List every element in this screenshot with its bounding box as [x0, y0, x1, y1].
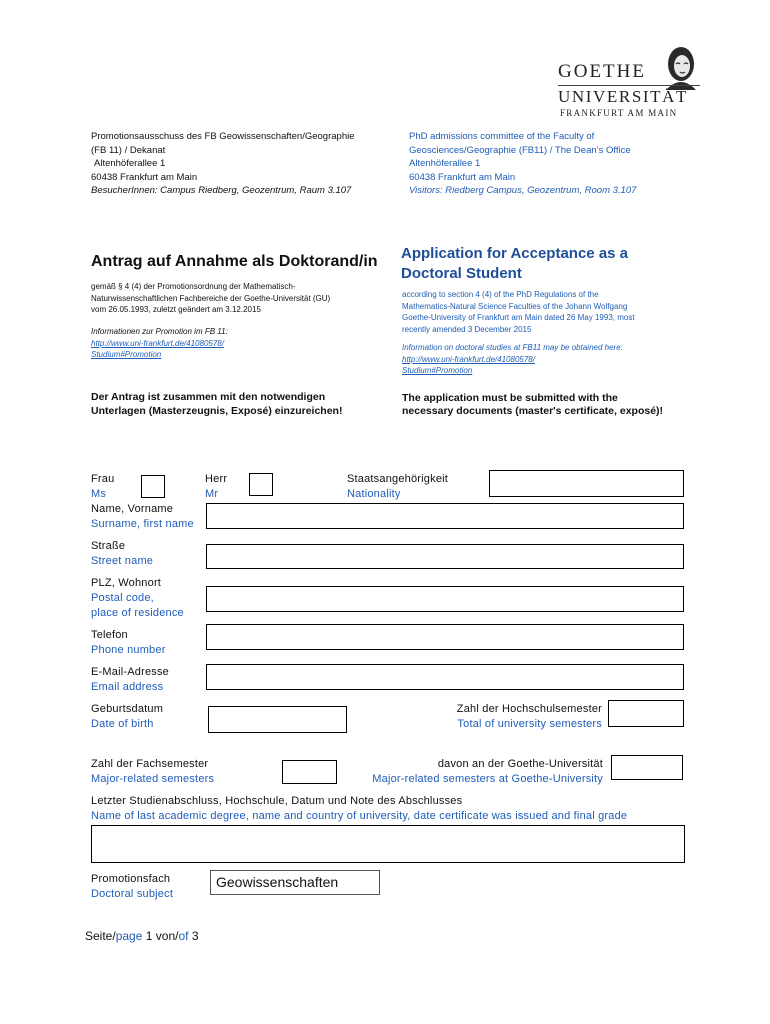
- phone-label-en: Phone number: [91, 644, 166, 656]
- name-label-en: Surname, first name: [91, 518, 194, 530]
- frau-label: [91, 472, 114, 502]
- footer-seite: Seite/: [85, 929, 116, 943]
- nationality-label-de: Staatsangehörigkeit: [347, 473, 449, 485]
- regulation-english: [402, 289, 702, 335]
- footer-von: von/: [155, 929, 179, 943]
- address-de-line: 60438 Frankfurt am Main: [91, 171, 198, 183]
- degree-label-en: Name of last academic degree, name and country of university, date certificate was issued and final grade: [91, 810, 628, 822]
- birth-label: [91, 702, 163, 732]
- degree-label-de: Letzter Studienabschluss, Hochschule, Datum und Note des Abschlusses: [91, 795, 463, 807]
- address-german: [91, 130, 391, 198]
- regulation-en-line: according to section 4 (4) of the PhD Regulations of the: [402, 290, 599, 299]
- subject-label-de: Promotionsfach: [91, 873, 171, 885]
- info-en-link-anchor[interactable]: Studium#Promotion: [402, 366, 473, 375]
- title-en-line: Doctoral Student: [401, 265, 522, 282]
- address-en-line: Altenhöferallee 1: [409, 158, 481, 169]
- info-german: [91, 326, 391, 361]
- email-label: [91, 665, 169, 695]
- address-en-line: Geosciences/Geographie (FB11) / The Dean’s Office: [409, 144, 631, 156]
- notice-de-line: Der Antrag ist zusammen mit den notwendigen: [91, 391, 326, 403]
- info-de-link-anchor[interactable]: Studium#Promotion: [91, 350, 162, 359]
- herr-label-de: Herr: [205, 473, 228, 485]
- info-en-text: Information on doctoral studies at FB11 may be obtained here:: [402, 343, 623, 352]
- street-label: [91, 539, 153, 569]
- goethe-semesters-label: [330, 757, 603, 787]
- page-footer: [85, 929, 199, 943]
- nationality-label-en: Nationality: [347, 488, 401, 500]
- subject-value: Geowissenschaften: [216, 874, 339, 890]
- title-english: [401, 244, 628, 284]
- email-input[interactable]: [206, 664, 684, 690]
- logo-frankfurt-text: FRANKFURT AM MAIN: [560, 108, 678, 118]
- major-semesters-label-de: Zahl der Fachsemester: [91, 758, 209, 770]
- birth-label-en: Date of birth: [91, 718, 154, 730]
- regulation-german: [91, 281, 391, 316]
- logo-divider: [558, 85, 700, 86]
- herr-label-en: Mr: [205, 488, 219, 500]
- birth-label-de: Geburtsdatum: [91, 703, 164, 715]
- name-label: [91, 502, 194, 532]
- address-en-line: PhD admissions committee of the Faculty of: [409, 131, 595, 142]
- plz-label-en: Postal code,: [91, 592, 154, 604]
- logo-universitaet-text: UNIVERSITÄT: [558, 87, 688, 106]
- footer-of: of: [178, 929, 189, 943]
- phone-input[interactable]: [206, 624, 684, 650]
- name-input[interactable]: [206, 503, 684, 529]
- email-label-en: Email address: [91, 681, 164, 693]
- street-input[interactable]: [206, 544, 684, 569]
- birth-date-input[interactable]: [208, 706, 347, 733]
- goethe-semesters-label-en: Major-related semesters at Goethe-University: [372, 773, 603, 785]
- footer-current: 1: [145, 929, 153, 943]
- regulation-en-line: Mathematics-Natural Science Faculties of the Johann Wolfgang: [402, 301, 628, 311]
- info-de-text: Informationen zur Promotion im FB 11:: [91, 327, 228, 336]
- plz-residence-input[interactable]: [206, 586, 684, 612]
- major-semesters-input[interactable]: [282, 760, 337, 784]
- nationality-label: [347, 472, 448, 502]
- email-label-de: E-Mail-Adresse: [91, 666, 169, 678]
- herr-label: [205, 472, 227, 502]
- title-german: Antrag auf Annahme als Doktorand/in: [91, 253, 378, 270]
- notice-en-line: necessary documents (master's certificate, exposé)!: [402, 405, 664, 417]
- major-semesters-label: [91, 757, 214, 787]
- semesters-label-de: Zahl der Hochschulsemester: [456, 703, 602, 715]
- footer-total: 3: [191, 929, 199, 943]
- address-de-line: Altenhöferallee 1: [94, 158, 166, 169]
- notice-german: [91, 390, 342, 418]
- regulation-de-line: gemäß § 4 (4) der Promotionsordnung der Mathematisch-: [91, 282, 296, 291]
- degree-input[interactable]: [91, 825, 685, 863]
- semesters-input[interactable]: [608, 700, 684, 727]
- address-english: [409, 130, 709, 198]
- plz-label-de: PLZ, Wohnort: [91, 577, 162, 589]
- logo-goethe-text: GOETHE: [558, 61, 646, 82]
- plz-label: [91, 576, 184, 621]
- goethe-semesters-label-de: davon an der Goethe-Universität: [437, 758, 603, 770]
- goethe-portrait-icon: [660, 44, 702, 90]
- plz-label-en-2: place of residence: [91, 607, 184, 619]
- title-en-line: Application for Acceptance as a: [401, 245, 629, 262]
- semesters-label: [430, 702, 602, 732]
- regulation-de-line: vom 26.05.1993, zuletzt geändert am 3.12.2015: [91, 305, 261, 314]
- info-english: [402, 342, 702, 377]
- subject-label-en: Doctoral subject: [91, 888, 174, 900]
- info-en-link[interactable]: http://www.uni-frankfurt.de/41080578/: [402, 354, 535, 364]
- street-label-de: Straße: [91, 540, 126, 552]
- notice-en-line: The application must be submitted with the: [402, 392, 618, 404]
- info-de-link[interactable]: http://www.uni-frankfurt.de/41080578/: [91, 338, 224, 348]
- footer-page: page: [115, 929, 143, 943]
- nationality-input[interactable]: [489, 470, 684, 497]
- subject-label: [91, 872, 173, 902]
- phone-label-de: Telefon: [91, 629, 128, 641]
- regulation-de-line: Naturwissenschaftlichen Fachbereiche der Goethe-Universität (GU): [91, 293, 331, 303]
- frau-label-de: Frau: [91, 473, 115, 485]
- regulation-en-line: recently amended 3 December 2015: [402, 324, 532, 334]
- address-en-line: 60438 Frankfurt am Main: [409, 171, 516, 183]
- semesters-label-en: Total of university semesters: [457, 718, 602, 730]
- frau-checkbox[interactable]: [141, 475, 165, 498]
- name-label-de: Name, Vorname: [91, 503, 174, 515]
- address-en-line: Visitors: Riedberg Campus, Geozentrum, Room 3.107: [409, 185, 637, 196]
- street-label-en: Street name: [91, 555, 154, 567]
- university-logo: [556, 42, 706, 120]
- subject-input[interactable]: [210, 870, 380, 895]
- degree-label: [91, 794, 627, 824]
- herr-checkbox[interactable]: [249, 473, 273, 496]
- address-de-line: (FB 11) / Dekanat: [91, 144, 166, 156]
- frau-label-en: Ms: [91, 488, 107, 500]
- address-de-line: Promotionsausschuss des FB Geowissenschaften/Geographie: [91, 131, 355, 142]
- notice-de-line: Unterlagen (Masterzeugnis, Exposé) einzureichen!: [91, 405, 343, 417]
- phone-label: [91, 628, 166, 658]
- major-semesters-label-en: Major-related semesters: [91, 773, 215, 785]
- notice-english: [402, 392, 663, 418]
- address-de-line: BesucherInnen: Campus Riedberg, Geozentrum, Raum 3.107: [91, 185, 352, 196]
- goethe-semesters-input[interactable]: [611, 755, 683, 780]
- regulation-en-line: Goethe-University of Frankfurt am Main dated 26 May 1993, most: [402, 313, 635, 322]
